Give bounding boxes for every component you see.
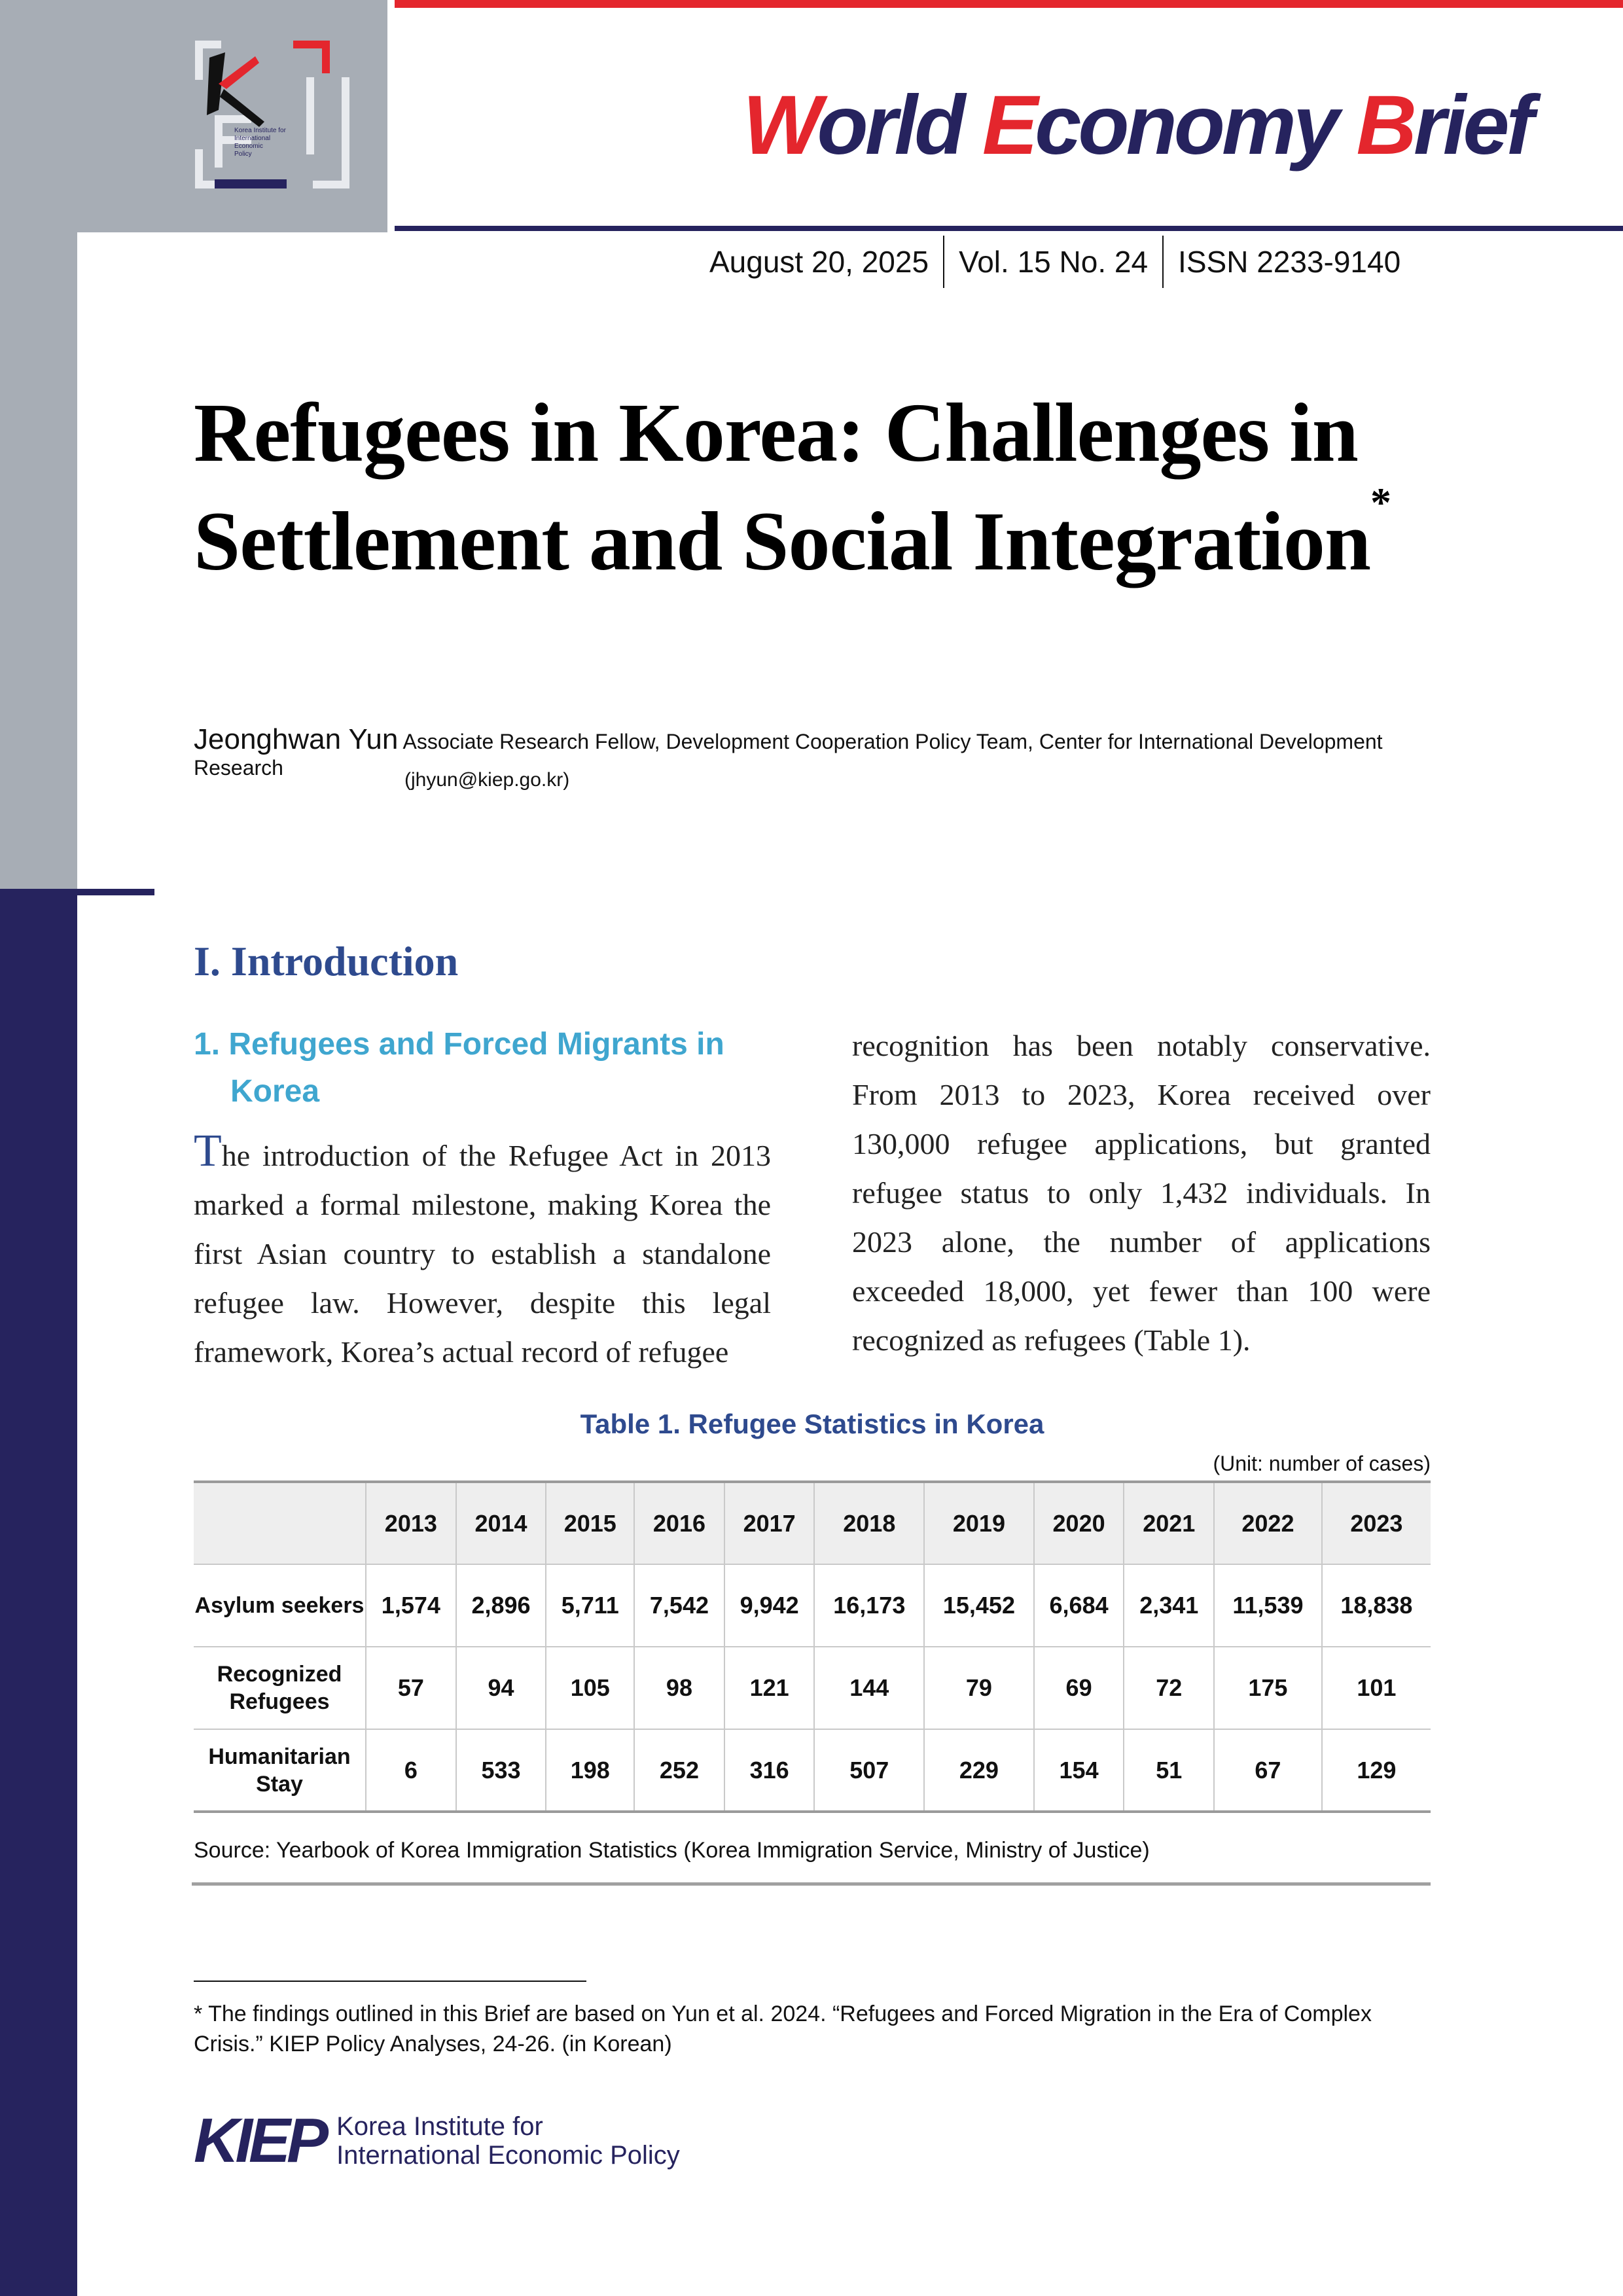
- svg-text:Policy: Policy: [234, 151, 252, 158]
- author-block: [194, 723, 1431, 791]
- table-cell: 2,341: [1124, 1564, 1214, 1647]
- kiep-square-logo: [195, 38, 349, 192]
- row-label: Humanitarian Stay: [208, 1744, 351, 1797]
- source-rule: [192, 1882, 1431, 1886]
- footer-kiep-logo: [194, 2106, 680, 2176]
- year-header: 2018: [814, 1482, 924, 1564]
- header-navy-rule: [395, 226, 1623, 231]
- author-name: Jeonghwan Yun: [194, 723, 399, 755]
- table-cell: 15,452: [924, 1564, 1034, 1647]
- year-header: 2016: [634, 1482, 724, 1564]
- table-cell: 5,711: [546, 1564, 634, 1647]
- row-label: Recognized Refugees: [217, 1662, 342, 1714]
- table-cell: 144: [814, 1647, 924, 1729]
- left-gray-band: [0, 0, 77, 889]
- issue-volume: Vol. 15 No. 24: [959, 245, 1149, 279]
- year-header: 2023: [1322, 1482, 1431, 1564]
- table-corner-cell: [194, 1482, 366, 1564]
- author-email: (jhyun@kiep.go.kr): [404, 769, 570, 791]
- year-header: 2013: [366, 1482, 456, 1564]
- issue-issn: ISSN 2233-9140: [1178, 245, 1401, 279]
- table-cell: 507: [814, 1729, 924, 1812]
- table-cell: 105: [546, 1647, 634, 1729]
- issue-meta: [695, 236, 1415, 288]
- table-cell: 175: [1214, 1647, 1322, 1729]
- svg-text:Economic: Economic: [234, 143, 263, 150]
- table-cell: 6: [366, 1729, 456, 1812]
- table-cell: 11,539: [1214, 1564, 1322, 1647]
- row-label: Asylum seekers: [194, 1593, 365, 1618]
- table-cell: 67: [1214, 1729, 1322, 1812]
- title-footnote-mark: *: [1370, 479, 1391, 526]
- year-header: 2019: [924, 1482, 1034, 1564]
- table-cell: 533: [456, 1729, 546, 1812]
- table-cell: 229: [924, 1729, 1034, 1812]
- body-column-right: recognition has been notably conservative. From 2013 to 2023, Korea received over 130,000 refugee applications, but granted refugee status to only 1,432 individuals. In 2023 alone, the number of applications exceeded 18,000, yet fewer than 100 were recognized as refugees (Table 1).: [852, 1029, 1431, 1357]
- table-cell: 79: [924, 1647, 1034, 1729]
- table-cell: 18,838: [1322, 1564, 1431, 1647]
- subsection-heading: 1. Refugees and Forced Migrants in Korea: [194, 1027, 724, 1109]
- table-cell: 129: [1322, 1729, 1431, 1812]
- table-cell: 6,684: [1034, 1564, 1124, 1647]
- publication-brand: World Economy Brief: [743, 79, 1531, 172]
- table-cell: 98: [634, 1647, 724, 1729]
- table-cell: 198: [546, 1729, 634, 1812]
- year-header: 2015: [546, 1482, 634, 1564]
- table-unit: (Unit: number of cases): [1213, 1452, 1431, 1475]
- table-row: [194, 1564, 1431, 1647]
- table-cell: 57: [366, 1647, 456, 1729]
- table-cell: 316: [724, 1729, 815, 1812]
- table-caption: Table 1. Refugee Statistics in Korea: [580, 1408, 1044, 1439]
- table-row: [194, 1647, 1431, 1729]
- table-row: [194, 1729, 1431, 1812]
- year-header: 2017: [724, 1482, 815, 1564]
- svg-text:International: International: [234, 135, 271, 142]
- kiep-wordmark: KIEP: [194, 2106, 325, 2176]
- left-navy-band: [0, 889, 77, 2296]
- footnote: * The findings outlined in this Brief are based on Yun et al. 2024. “Refugees and Forced Migration in the Era of Complex Crisis.” KIEP Policy Analyses, 24-26. (in Korean): [194, 2001, 1372, 2056]
- year-header: 2020: [1034, 1482, 1124, 1564]
- svg-text:Korea Institute for: Korea Institute for: [234, 127, 286, 134]
- refugee-statistics-table: [194, 1480, 1431, 1813]
- table-cell: 101: [1322, 1647, 1431, 1729]
- table-cell: 51: [1124, 1729, 1214, 1812]
- header-red-rule: [395, 0, 1623, 8]
- footnote-rule: [194, 1981, 586, 1982]
- table-cell: 7,542: [634, 1564, 724, 1647]
- table-cell: 2,896: [456, 1564, 546, 1647]
- table-source: Source: Yearbook of Korea Immigration Statistics (Korea Immigration Service, Ministry of Justice): [194, 1838, 1150, 1863]
- table-cell: 9,942: [724, 1564, 815, 1647]
- kiep-fullname: Korea Institute for International Economic Policy: [336, 2112, 680, 2170]
- kiep-logo-graphic: [195, 38, 349, 192]
- table-cell: 121: [724, 1647, 815, 1729]
- author-position: Associate Research Fellow, Development Cooperation Policy Team, Center for International Development Research: [194, 730, 1383, 780]
- table-cell: 1,574: [366, 1564, 456, 1647]
- table-header-row: [194, 1482, 1431, 1564]
- table-cell: 252: [634, 1729, 724, 1812]
- page-title: Refugees in Korea: Challenges in Settlement and Social Integration*: [194, 386, 1391, 588]
- navy-band-tab: [77, 889, 154, 895]
- issue-date: August 20, 2025: [709, 245, 929, 279]
- table-cell: 94: [456, 1647, 546, 1729]
- year-header: 2014: [456, 1482, 546, 1564]
- drop-cap: T: [194, 1126, 222, 1176]
- table-cell: 72: [1124, 1647, 1214, 1729]
- year-header: 2021: [1124, 1482, 1214, 1564]
- year-header: 2022: [1214, 1482, 1322, 1564]
- table-cell: 16,173: [814, 1564, 924, 1647]
- body-column-left: The introduction of the Refugee Act in 2013 marked a formal milestone, making Korea the first Asian country to establish a standalone refugee law. However, despite this legal framework, Korea’s actual record of refugee: [194, 1126, 771, 1369]
- table-cell: 154: [1034, 1729, 1124, 1812]
- section-heading: I. Introduction: [194, 938, 459, 984]
- table-cell: 69: [1034, 1647, 1124, 1729]
